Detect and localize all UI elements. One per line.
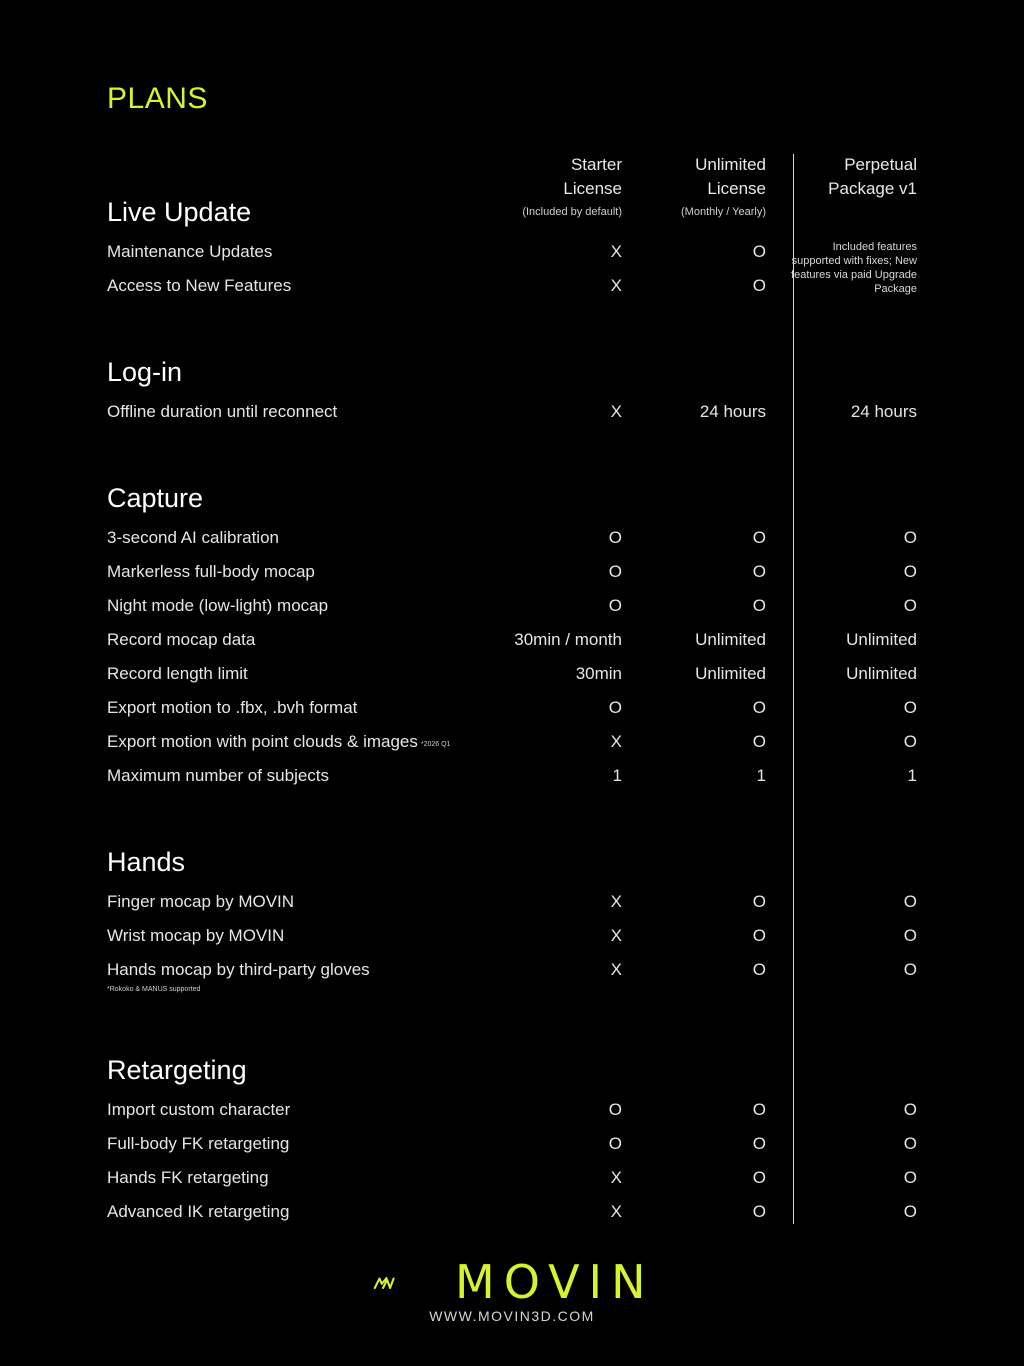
cell-perpetual: O <box>903 960 917 979</box>
cell-starter: O <box>608 1100 622 1119</box>
section-title-capture: Capture <box>107 483 204 513</box>
column-header-starter-line1: Starter <box>570 155 622 174</box>
cell-perpetual: O <box>903 732 917 751</box>
section-title-hands: Hands <box>107 847 186 877</box>
cell-starter: O <box>608 562 622 581</box>
cell-unlimited: O <box>752 242 766 261</box>
row-label: Hands mocap by third-party gloves <box>107 960 370 979</box>
cell-unlimited: O <box>752 698 766 717</box>
row-label: Import custom character <box>107 1100 291 1119</box>
cell-starter: X <box>610 732 622 751</box>
table-row <box>0 628 1024 652</box>
cell-unlimited: O <box>752 528 766 547</box>
cell-perpetual: O <box>903 528 917 547</box>
table-row <box>0 1200 1024 1224</box>
cell-unlimited: O <box>752 960 766 979</box>
cell-starter: O <box>608 1134 622 1153</box>
page-title: PLANS <box>107 82 208 115</box>
cell-unlimited: Unlimited <box>695 630 766 649</box>
cell-perpetual: O <box>903 596 917 615</box>
cell-unlimited: O <box>752 926 766 945</box>
row-label-text: Export motion with point clouds & images <box>107 732 418 751</box>
row-label-superscript: *2026 Q1 <box>420 741 451 748</box>
column-header-unlimited-sub: (Monthly / Yearly) <box>681 206 766 218</box>
cell-unlimited: Unlimited <box>695 664 766 683</box>
cell-starter: O <box>608 698 622 717</box>
table-row <box>0 764 1024 788</box>
cell-unlimited: 24 hours <box>699 402 766 421</box>
table-row <box>0 1166 1024 1190</box>
row-label: Maximum number of subjects <box>107 766 330 785</box>
brand-name: MOVIN <box>455 1255 655 1309</box>
cell-perpetual: O <box>903 892 917 911</box>
cell-perpetual: O <box>903 1134 917 1153</box>
cell-starter: X <box>610 892 622 911</box>
cell-unlimited: O <box>752 1100 766 1119</box>
row-label: Export motion to .fbx, .bvh format <box>107 698 358 717</box>
table-row <box>0 240 1024 264</box>
table-row <box>0 1098 1024 1122</box>
cell-unlimited: O <box>752 276 766 295</box>
row-label: Night mode (low-light) mocap <box>107 596 329 615</box>
table-row <box>0 274 1024 298</box>
row-label: Finger mocap by MOVIN <box>107 892 295 911</box>
cell-perpetual: O <box>903 926 917 945</box>
cell-perpetual: O <box>903 1202 917 1221</box>
row-label: Access to New Features <box>107 276 292 295</box>
cell-starter: O <box>608 596 622 615</box>
cell-unlimited: O <box>752 1134 766 1153</box>
cell-starter: X <box>610 276 622 295</box>
row-label: Wrist mocap by MOVIN <box>107 926 285 945</box>
cell-starter: 30min / month <box>514 630 622 649</box>
cell-unlimited: 1 <box>756 766 766 785</box>
column-header-perpetual-line1: Perpetual <box>844 155 917 174</box>
cell-unlimited: O <box>752 892 766 911</box>
cell-perpetual: 24 hours <box>850 402 917 421</box>
cell-starter: X <box>610 402 622 421</box>
cell-starter: X <box>610 926 622 945</box>
row-label: Maintenance Updates <box>107 242 273 261</box>
gloves-footnote: *Rokoko & MANUS supported <box>107 986 201 993</box>
row-label: Markerless full-body mocap <box>107 562 315 581</box>
table-row <box>0 890 1024 914</box>
movin-logo-icon <box>373 1260 453 1306</box>
table-row <box>0 958 1024 982</box>
cell-perpetual: O <box>903 698 917 717</box>
cell-starter: X <box>610 242 622 261</box>
cell-starter: 1 <box>612 766 622 785</box>
section-title-live-update: Live Update <box>107 197 252 227</box>
cell-starter: X <box>610 1168 622 1187</box>
cell-perpetual: Unlimited <box>846 664 917 683</box>
cell-unlimited: O <box>752 1168 766 1187</box>
website-link[interactable]: WWW.MOVIN3D.COM <box>429 1308 595 1324</box>
table-row <box>0 662 1024 686</box>
cell-starter: 30min <box>575 664 622 683</box>
table-row <box>0 560 1024 584</box>
column-divider <box>793 154 794 1224</box>
row-label: Record length limit <box>107 664 248 683</box>
row-label: Full-body FK retargeting <box>107 1134 290 1153</box>
perpetual-update-note: Included features supported with fixes; New features via paid Upgrade Package <box>791 241 917 295</box>
column-header-starter-sub: (Included by default) <box>522 206 622 218</box>
column-header-unlimited-line1: Unlimited <box>695 155 766 174</box>
cell-starter: X <box>610 960 622 979</box>
table-row <box>0 594 1024 618</box>
table-row <box>0 730 1024 754</box>
column-header-unlimited <box>681 153 766 219</box>
row-label: Hands FK retargeting <box>107 1168 269 1187</box>
table-row <box>0 1132 1024 1156</box>
column-header-starter <box>522 153 622 219</box>
cell-unlimited: O <box>752 732 766 751</box>
table-row <box>0 924 1024 948</box>
cell-perpetual: O <box>903 1168 917 1187</box>
row-label <box>107 730 450 757</box>
column-header-perpetual <box>828 153 917 201</box>
column-header-starter-line2: License <box>563 179 622 198</box>
cell-unlimited: O <box>752 596 766 615</box>
cell-unlimited: O <box>752 1202 766 1221</box>
cell-perpetual: O <box>903 562 917 581</box>
cell-starter: O <box>608 528 622 547</box>
cell-starter: X <box>610 1202 622 1221</box>
cell-perpetual: O <box>903 1100 917 1119</box>
column-header-unlimited-line2: License <box>707 179 766 198</box>
row-label: 3-second AI calibration <box>107 528 279 547</box>
section-title-log-in: Log-in <box>107 357 183 387</box>
table-row <box>0 696 1024 720</box>
column-header-perpetual-line2: Package v1 <box>828 179 917 198</box>
cell-perpetual: 1 <box>907 766 917 785</box>
section-title-retargeting: Retargeting <box>107 1055 247 1085</box>
table-row <box>0 526 1024 550</box>
table-row <box>0 400 1024 424</box>
row-label: Record mocap data <box>107 630 256 649</box>
row-label: Advanced IK retargeting <box>107 1202 290 1221</box>
row-label: Offline duration until reconnect <box>107 402 338 421</box>
cell-perpetual: Unlimited <box>846 630 917 649</box>
cell-unlimited: O <box>752 562 766 581</box>
